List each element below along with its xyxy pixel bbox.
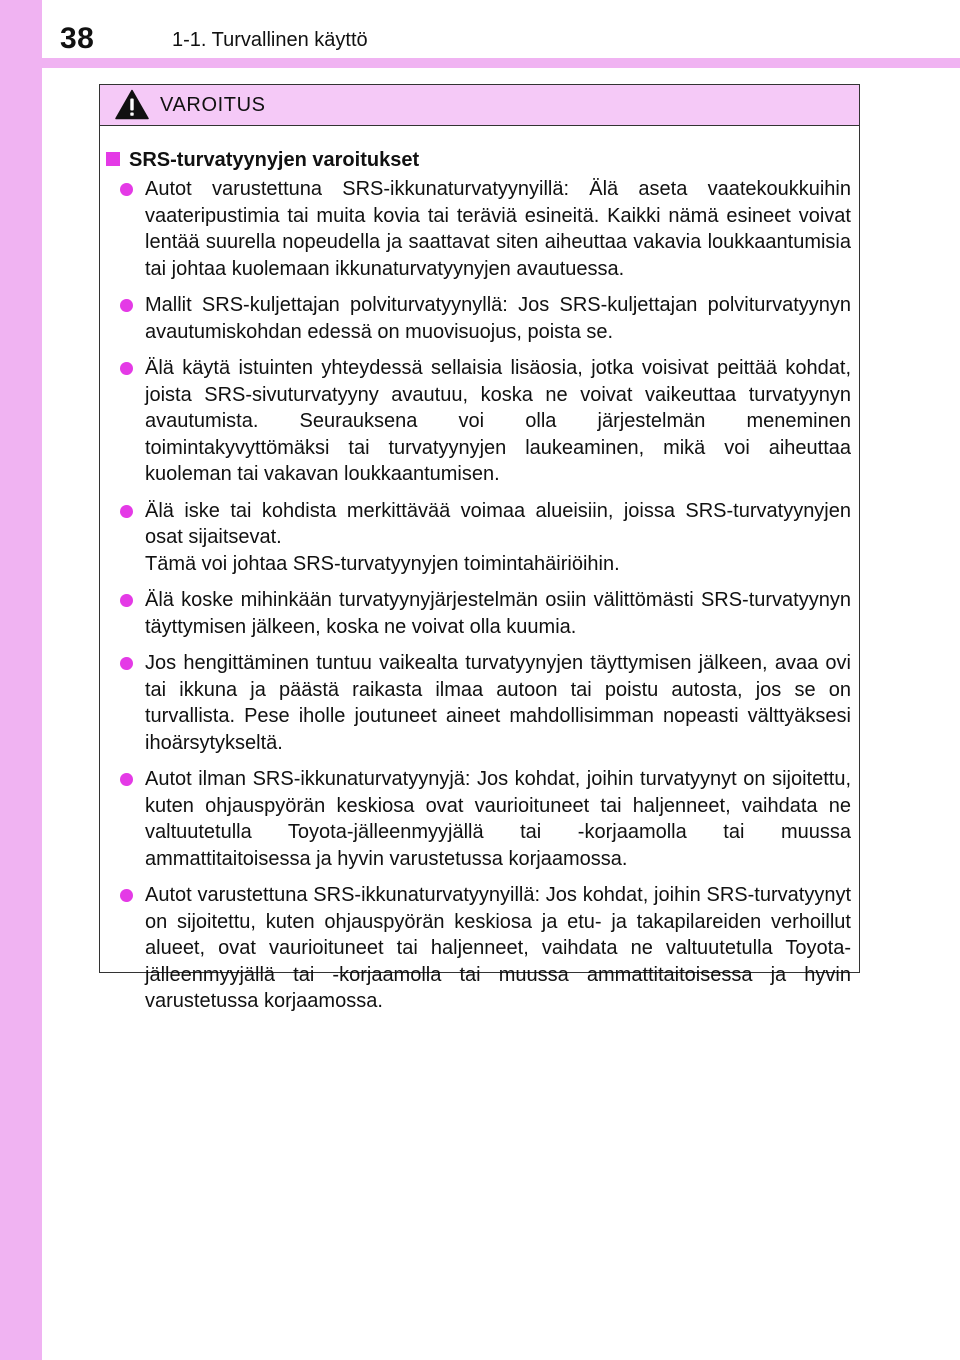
bullet-text: Mallit SRS-kuljettajan polviturvatyynyllä: Jos SRS-kuljettajan polviturvatyynyn avautumiskohdan edessä on muovisuojus, poista se.: [145, 294, 851, 343]
list-item: [100, 292, 851, 345]
bullet-dot-icon: [120, 594, 133, 607]
bullet-dot-icon: [120, 362, 133, 375]
warning-heading: [100, 146, 851, 174]
header-color-band: [42, 58, 960, 68]
bullet-text: Autot ilman SRS-ikkunaturvatyynyjä: Jos kohdat, joihin turvatyynyt on sijoitettu, kuten ohjauspyörän keskiosa ovat vaurioituneet tai haljenneet, vaihdata ne valtuutetulla Toyota-jälleenmyyjällä tai -korjaamolla tai muussa ammattitaitoisessa ja hyvin varustetussa korjaamossa.: [145, 768, 851, 870]
bullet-text: Älä käytä istuinten yhteydessä sellaisia lisäosia, jotka voisivat peittää kohdat, joista SRS-sivuturvatyyny avautuu, koska ne voivat vaikeuttaa turvatyynyn avautumista. Seurauksena voi olla järjestelmän meneminen toimintakyvyttömäksi tai turvatyynyjen laukeaminen, mikä voi aiheuttaa kuoleman tai vakavan loukkaantumisen.: [145, 357, 851, 485]
bullet-text: Jos hengittäminen tuntuu vaikealta turvatyynyjen täyttymisen jälkeen, avaa ovi tai ikkuna ja päästä raikasta ilmaa autoon tai poistu autosta, jos se on turvallista. Pese iholle joutuneet aineet mahdollisimman nopeasti välttyäksesi ihoärsytykseltä.: [145, 652, 851, 754]
bullet-note: Tämä voi johtaa SRS-turvatyynyjen toimintahäiriöihin.: [145, 552, 620, 575]
bullet-dot-icon: [120, 183, 133, 196]
section-title: 1-1. Turvallinen käyttö: [172, 29, 368, 51]
heading-square-marker: [106, 152, 120, 166]
bullet-dot-icon: [120, 505, 133, 518]
side-color-band: [0, 0, 42, 1360]
page-number: 38: [60, 22, 95, 55]
list-item: [100, 498, 851, 578]
warning-heading-text: SRS-turvatyynyjen varoitukset: [129, 149, 420, 171]
list-item: [100, 176, 851, 282]
list-item: [100, 766, 851, 872]
list-item: [100, 650, 851, 756]
bullet-text: Älä koske mihinkään turvatyynyjärjestelmän osiin välittömästi SRS-turvatyynyn täyttymisen jälkeen, koska ne voivat olla kuumia.: [145, 589, 851, 638]
bullet-text: Autot varustettuna SRS-ikkunaturvatyynyillä: Jos kohdat, joihin SRS-turvatyynyt on sijoitettu, kuten ohjauspyörän keskiosa ja etu- ja takapilareiden verhoillut alueet, ovat vaurioituneet tai haljenneet, vaihdata ne valtuutetulla Toyota-jälleenmyyjällä tai -korjaamolla tai muussa ammattitaitoisessa ja hyvin varustetussa korjaamossa.: [145, 884, 851, 1012]
bullet-dot-icon: [120, 773, 133, 786]
list-item: [100, 882, 851, 1015]
warning-box: [99, 84, 860, 1012]
warning-header: [100, 85, 859, 126]
warning-bullet-list: [100, 176, 851, 1015]
list-item: [100, 355, 851, 488]
bullet-dot-icon: [120, 657, 133, 670]
warning-triangle-icon: [115, 89, 149, 120]
bullet-text: Älä iske tai kohdista merkittävää voimaa alueisiin, joissa SRS-turvatyynyjen osat sijaitsevat.: [145, 499, 851, 548]
bullet-text: Autot varustettuna SRS-ikkunaturvatyynyillä: Älä aseta vaatekoukkuihin vaateripustimia tai muita kovia tai teräviä esineitä. Kaikki nämä esineet voivat lentää suurella nopeudella ja saattavat siten aiheuttaa vakavia loukkaantumisia tai johtaa kuolemaan ikkunaturvatyynyjen avautuessa.: [145, 178, 851, 280]
warning-title: VAROITUS: [160, 94, 266, 116]
list-item: [100, 587, 851, 640]
warning-body: [100, 126, 859, 1015]
bullet-dot-icon: [120, 299, 133, 312]
bullet-dot-icon: [120, 889, 133, 902]
